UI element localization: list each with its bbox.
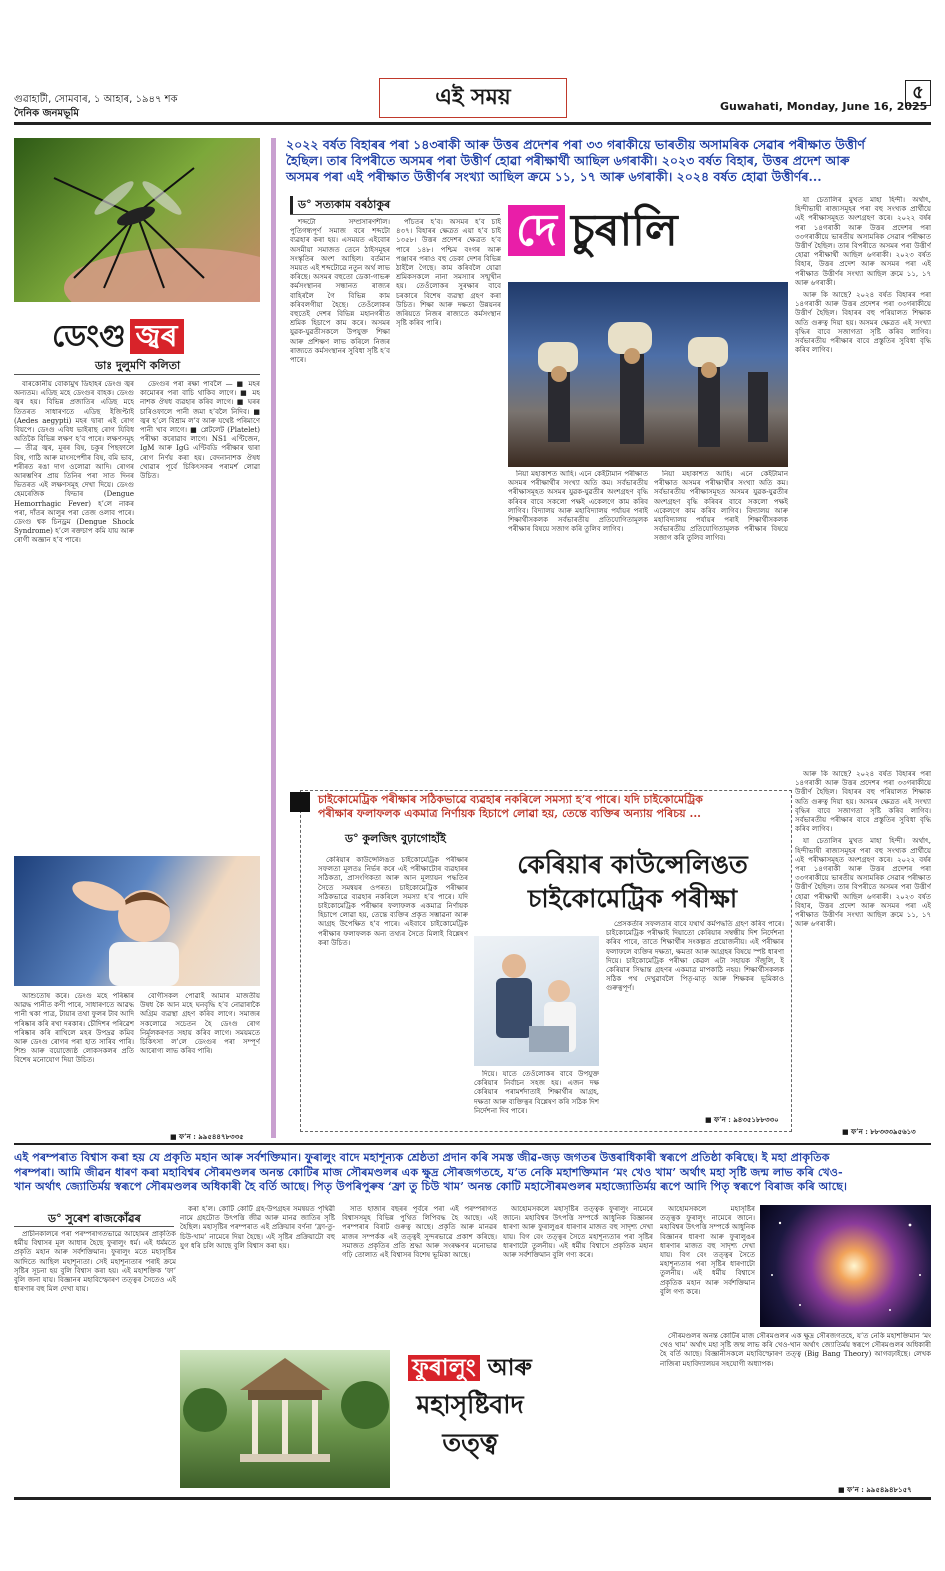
career-text-col1: কেৰিয়াৰ কাউন্সেলিঙত চাইকোমেট্ৰিক পৰীক্ষাৰ সফলতা মূলতঃ নিৰ্ভৰ কৰে এই পৰীক্ষাটোৰ ব্যৱহাৰৰ সঠিকতা, প্ৰাসংগিকতা আৰু আন মূল্যায়ন পদ্ধতিৰ সৈতে সমন্বয়ৰ ওপৰত। চাইকোমেট্ৰিক পৰীক্ষাৰ সঠিকভাৱে ব্যৱহাৰ নকৰিলে সমস্যা হ’ব পাৰে। যদি চাইকোমেট্ৰিক পৰীক্ষাৰ ফলাফলক একমাত্ৰ নিৰ্ণায়ক হিচাপে লোৱা হয়, তেন্তে ব্যক্তিৰ প্ৰকৃত সম্ভাৱনা আৰু আগ্ৰহ উপেক্ষিত হ’ব পাৰে। এইবাবে চাইকোমেট্ৰিক পৰীক্ষাৰ ফলাফলক অন্য তথ্যৰ সৈতে মিলাই বিশ্লেষণ কৰা উচিত। — [318, 856, 468, 947]
bigbang-banner: এই পৰম্পৰাত বিশ্বাস কৰা হয় যে প্ৰকৃতি মহান আৰু সৰ্বশক্তিমান। ফুৰালুং বাদে মহাশূন্যক শ্ৰেষ্ঠতা প্ৰদান কৰি সমস্ত জীৱ-জড় জগতৰ উত্তৰাধিকাৰী স্বৰূপে প্ৰতিষ্ঠা কৰিছে। ই মহা প্ৰাকৃতিক পৰম্পৰা। আমি জীৱন ধাৰণ কৰা মহাবিশ্বৰ সৌৰমণ্ডলৰ অনন্ত কোটিৰ মাজ সৌৰমণ্ডলৰ এক ক্ষুদ্ৰ সৌৰজগতহে, য’ত নেকি মহাশক্তিমান ‘মং খেও খাম’ অৰ্থাৎ মহা সৃষ্টি জন্ম লাভ কৰি খেও- খান অৰ্থাৎ জ্যোতিৰ্ময় স্বৰূপে সৌৰমণ্ডলৰ অধিকাৰী হৈ বৰ্তি আছে। পিতৃ উপৰিপুৰুষ ‘ফ্ৰা তু চিউ খাম’ অনন্ত কোটি মহাসৌৰমণ্ডলৰ মহাজ্যোতিৰ্ময় ৰূপে আদি পিতৃ স্বৰূপে বিৰাজ কৰি আছে। — [14, 1150, 847, 1193]
bigbang-author-rule — [14, 1226, 174, 1227]
dengue-author-rule — [14, 374, 260, 375]
masthead-title: এই সময় — [379, 78, 567, 118]
thief-text-col3: নিয়া মহাকাশত আহি। এনে কেইটামান পৰীক্ষাত অসমৰ পৰীক্ষাৰ্থীৰ সংখ্যা অতি কম। সৰ্বভাৰতীয় পৰীক্ষাসমূহত অসমৰ যুৱক-যুৱতীৰ অংশগ্ৰহণ বৃদ্ধি কৰিবৰ বাবে সকলো পক্ষই একেলগে কাম কৰিব লাগিব। বিদ্যালয় আৰু মহাবিদ্যালয় পৰ্যায়ৰ পৰাই শিক্ষাৰ্থীসকলক সৰ্বভাৰতীয় প্ৰতিযোগিতামূলক পৰীক্ষাৰ বিষয়ে সজাগ কৰি তুলিব লাগিব। — [508, 470, 648, 534]
dengue-text-col2: ডেংগুৰ পৰা ৰক্ষা পাবলৈ — ■ মহৰ কামোৰৰ পৰা বাচি থাকিব লাগে। ■ মহ নাশক ঔষধ ব্যৱহাৰ কৰিব লাগে। ■ ঘৰৰ চাৰিওফালে পানী জমা হ’বলৈ নিদিব। ■ জ্বৰ হ’লে বিশ্ৰাম ল’ব আৰু যথেষ্ট পৰিমাণে পানী খাব লাগে। ■ প্লেটলেট (Platelet) পৰীক্ষা কৰোৱাব লাগে। NS1 এণ্টিজেন, IgM আৰু IgG এণ্টিবডি পৰীক্ষাৰ দ্বাৰা ৰোগ নিৰ্ণয় কৰা হয়। বেদনানাশক ঔষধ খোৱাৰ পূৰ্বে চিকিৎসকৰ পৰামৰ্শ লোৱা উচিত। — [140, 380, 260, 481]
column-divider — [271, 138, 276, 1138]
career-author: ড° কুলজিৎ বুঢ়াগোহাঁই — [345, 832, 446, 845]
bigbang-title: ফুৰালুং আৰু মহাসৃষ্টিবাদ তত্ত্ব — [395, 1352, 545, 1460]
dengue-text-col3: আশুতোষ কৰে। ডেংগু মহে পৰিষ্কাৰ আৱদ্ধ পানীত কণী পাৰে, সাধাৰণতে আৱদ্ধ পানী থকা পাত্ৰ, টায়াৰ তথা ফুলৰ টাব আদি পৰিষ্কাৰ কৰি ৰখা দৰকাৰ। চৌদিশৰ পৰিৱেশ পৰিষ্কাৰ কৰি ৰাখিলে মহৰ উপদ্ৰৱ কমিব আৰু ডেংগু ৰোগৰ পৰা হাত সাৰিব পাৰি। শিশু আৰু বয়োজ্যেষ্ঠ লোকসকলৰ প্ৰতি বিশেষ মনোযোগ দিয়া উচিত। — [14, 992, 134, 1065]
dengue-phone: ■ ফ’ন : ৯৯৫৪৪৭৮৩৩৫ — [170, 1132, 244, 1141]
paper-name: দৈনিক জনমভূমি — [14, 108, 79, 119]
bigbang-text-col3: সাত হাজাৰ বছৰৰ পূৰ্বৰে পৰা এই পৰম্পৰাগত বিশ্বাসসমূহ বিভিন্ন পুথিত লিপিবদ্ধ হৈ আছে। এই পৰম্পৰাৰ বিৰাট গুৰুত্ব আছে। প্ৰকৃতি আৰু মানৱৰ মাজৰ সম্পৰ্কক এই তত্ত্বই সুন্দৰভাৱে প্ৰকাশ কৰিছে। সমাজত প্ৰকৃতিৰ প্ৰতি শ্ৰদ্ধা আৰু সংৰক্ষণৰ মনোভাৱ গঢ়ি তোলাত এই বিশ্বাসৰ বিশেষ ভূমিকা আছে। — [342, 1205, 497, 1260]
thief-author-rule — [290, 214, 500, 215]
dengue-text-col1: বাৰকোনীয় বোকামুখ ডিহাহৰ ডেংগু জ্বৰ অন্যতম। এডিছ মহে ডেংগুৰ বাহক। ডেংগু জ্বৰ হয়। বিভিন্ন প্ৰজাতিৰ এডিছ মহে তিতৰত সাধাৰণতে এডিছ ইজিপ্টাই (Aedes aegypti) মহৰ দ্বাৰা এই ৰোগ বিয়পে। ডেংগু এবিধ ভাইৰাছ ৰোগ যিবিধ অতিকৈ বিভিন্ন লক্ষণ হ’ব পাৰে। লক্ষণসমূহ — তীব্ৰ জ্বৰ, মূৰৰ বিষ, চকুৰ পিছফালে বিষ, গাঠি আৰু মাংসপেশীৰ বিষ, বমি ভাব, শৰীৰত ৰঙা দাগ ওলোৱা আদি। ৰোগৰ আৰম্ভণিৰ প্ৰায় তিনিৰ পৰা সাত দিনৰ ভিতৰত এই লক্ষণসমূহ দেখা দিয়ে। ডেংগু হেমৰেজিক ফিভাৰ (Dengue Hemorrhagic Fever) হ’লে নাকৰ পৰা, দাঁতৰ আলুৰ পৰা তেজ ওলাব পাৰে। ডেংগু শ্বক চিনড্ৰম (Dengue Shock Syndrome) হ’লে ৰক্তচাপ কমি যায় আৰু ৰোগী অজ্ঞান হ’ব পাৰে। — [14, 380, 134, 545]
bottom-section-rule — [14, 1143, 931, 1145]
bigbang-text-col5: সৌৰমণ্ডলৰ অনন্ত কোটিৰ মাজ সৌৰমণ্ডলৰ এক ক্ষুদ্ৰ সৌৰজগতহে, য’ত নেকি মহাশক্তিমান ‘মং খেও খাম’ অৰ্থাৎ মহা সৃষ্টি জন্ম লাভ কৰি খেও-খান অৰ্থাৎ জ্যোতিৰ্ময় স্বৰূপে সৌৰমণ্ডলৰ অধিকাৰী হৈ বৰ্তি আছে। বিজ্ঞানীসকলে মহাবিস্ফোৰণ তত্ত্ব (Big Bang Theory) আগবঢ়াইছে। লেখক নাজিৰা মহাবিদ্যালয়ৰ সহযোগী অধ্যাপক। — [660, 1332, 931, 1368]
dengue-text-col4: বোগীসকল পোৱাই আমাৰ মাজতীয় উষধ কৈ আন মহে ঘনবৃদ্ধি হ’ব নোৱাৰাকৈ অগ্ৰিম ব্যৱস্থা গ্ৰহণ কৰিব লাগে। সমাজৰ সকলোৱে সচেতন হৈ ডেংগু ৰোগ নিৰ্মূলকৰণত সহায় কৰিব লাগে। সময়মতে চিকিৎসা ল’লে ডেংগুৰ পৰা সম্পূৰ্ণ আৰোগ্য লাভ কৰিব পাৰি। — [140, 992, 260, 1056]
header-date-left: গুৱাহাটী, সোমবাৰ, ১ আহাৰ, ১৯৪৭ শক — [14, 94, 178, 105]
galaxy-photo — [760, 1205, 931, 1327]
thief-text-col4: যা চেতালিৰ মুখত মাহা হিন্দী। অৰ্থাৎ, হিন্দীভাষী ৰাজ্যসমূহৰ পৰা বহু সংখ্যক প্ৰাৰ্থীয়ে এই পৰীক্ষাসমূহত অংশগ্ৰহণ কৰে। ২০২২ বৰ্ষৰ পৰা ১৪গৰাকী আৰু উত্তৰ প্ৰদেশৰ পৰা ৩৩গৰাকীয়ে ভাৰতীয় অসামৰিক সেৱাৰ পৰীক্ষাত উত্তীৰ্ণ হৈছিল। তাৰ বিপৰীতে অসমৰ পৰা উত্তীৰ্ণ হোৱা পৰীক্ষাৰ্থী আছিল ৬গৰাকী। ২০২৩ বৰ্ষত বিহাৰ, উত্তৰ প্ৰদেশ আৰু অসমৰ পৰা এই পৰীক্ষাত উত্তীৰ্ণৰ সংখ্যা আছিল ক্ৰমে ১১, ১৭ আৰু ৬গৰাকী। আৰু কি আছে? ২০২৪ বৰ্ষত বিহাৰৰ পৰা ১৪গৰাকী আৰু উত্তৰ প্ৰদেশৰ পৰা ৩৩গৰাকীয়ে উত্তীৰ্ণ হৈছিল। বিহাৰৰ বহু পৰিয়ালত শিক্ষাক অতি গুৰুত্ব দিয়া হয়। অসমৰ ক্ষেত্ৰত এই সংখ্যা বৃদ্ধিৰ বাবে সজাগতা সৃষ্টি কৰিব লাগিব। সৰ্বভাৰতীয় পৰীক্ষাৰ বাবে প্ৰস্তুতিৰ সুবিধা বৃদ্ধি কৰিব লাগিব। — [795, 196, 931, 355]
bigbang-text-col5b: আহোমসকলে মহাসৃষ্টিৰ তত্ত্বক ফুৰালুং নামেৰে জানে। মহাবিশ্বৰ উৎপত্তি সম্পৰ্কে আধুনিক বিজ্ঞানৰ ধাৰণা আৰু ফুৰালুঙৰ ধাৰণাৰ মাজত বহু সাদৃশ্য দেখা যায়। বিগ বেং তত্ত্বৰ সৈতে মহাশূন্যতাৰ পৰা সৃষ্টিৰ ধাৰণাটো তুলনীয়। এই ধৰ্মীয় বিশ্বাসে প্ৰকৃতিক মহান আৰু সৰ্বশক্তিমান বুলি গণ্য কৰে। — [660, 1205, 755, 1296]
page-number: ৫ — [905, 80, 931, 106]
thief-text-col3b: নিয়া মহাকাশত আহি। এনে কেইটামান পৰীক্ষাত অসমৰ পৰীক্ষাৰ্থীৰ সংখ্যা অতি কম। সৰ্বভাৰতীয় পৰীক্ষাসমূহত অসমৰ যুৱক-যুৱতীৰ অংশগ্ৰহণ বৃদ্ধি কৰিবৰ বাবে সকলো পক্ষই একেলগে কাম কৰিব লাগিব। বিদ্যালয় আৰু মহাবিদ্যালয় পৰ্যায়ৰ পৰাই শিক্ষাৰ্থীসকলক সৰ্বভাৰতীয় প্ৰতিযোগিতামূলক পৰীক্ষাৰ বিষয়ে সজাগ কৰি তুলিব লাগিব। — [654, 470, 788, 543]
bigbang-text-col4: আহোমসকলে মহাসৃষ্টিৰ তত্ত্বক ফুৰালুং নামেৰে জানে। মহাবিশ্বৰ উৎপত্তি সম্পৰ্কে আধুনিক বিজ্ঞানৰ ধাৰণা আৰু ফুৰালুঙৰ ধাৰণাৰ মাজত বহু সাদৃশ্য দেখা যায়। বিগ বেং তত্ত্বৰ সৈতে মহাশূন্যতাৰ পৰা সৃষ্টিৰ ধাৰণাটো তুলনীয়। এই ধৰ্মীয় বিশ্বাসে প্ৰকৃতিক মহান আৰু সৰ্বশক্তিমান বুলি গণ্য কৰে। — [503, 1205, 653, 1260]
career-title: কেৰিয়াৰ কাউন্সেলিঙত চাইকোমেট্ৰিক পৰীক্ষা — [517, 850, 748, 913]
career-square-marker — [290, 792, 310, 812]
dengue-author: ডাঃ দুলুমণি কলিতা — [95, 359, 181, 372]
bigbang-text-col2: কৰা হ’ল। কোটি কোটি গ্ৰহ-উপগ্ৰহৰ সমন্বয়ত পৃথিৱী নামে গ্ৰহটোত উৎপত্তি জীৱ আৰু মানৱ জাতিৰ সৃষ্টি হৈছিল। মহাসৃষ্টিৰ পৰম্পৰাত এই প্ৰক্ৰিয়াৰ বৰ্ণনা ‘ফ্ৰা-তু-চিউ-খাম’ নামেৰে দিয়া হৈছে। এই সৃষ্টিৰ প্ৰক্ৰিয়াটো বহু যুগ ধৰি চলি আছে বুলি বিশ্বাস কৰা হয়। — [180, 1205, 335, 1250]
porters-photo — [508, 282, 788, 467]
thief-text-col1: শব্দটো সম্প্ৰসাৰণশীল। পুতিগন্ধপূৰ্ণ সমাজ বৰে শব্দটো ব্যৱহাৰ কৰা হয়। এসময়ত এইবোৰ অসমীয়া সমাজত তেনে ঠাইসমূহৰ সংস্কৃতিৰ অংশ আছিল। বৰ্তমান সময়ত এই শব্দটোৱে নতুন অৰ্থ লাভ কৰিছে। অসমৰ বহুতো ডেকা-গাভৰু কৰ্মসংস্থানৰ সন্ধানত ৰাজ্যৰ বাহিৰলৈ গৈ বিভিন্ন কাম কৰিবলগীয়া হৈছে। তেওঁলোকৰ বহুতেই দেশৰ বিভিন্ন মহানগৰীত শ্ৰমিক হিচাপে কাম কৰে। অসমৰ যুৱক-যুৱতীসকলে উপযুক্ত শিক্ষা আৰু প্ৰশিক্ষণ লাভ কৰিলে নিজৰ ৰাজ্যতে কৰ্মসংস্থানৰ সুবিধা সৃষ্টি হ’ব পাৰে। — [290, 218, 390, 365]
career-text-col2: দিয়ে। যাতে তেওঁলোকৰ বাবে উপযুক্ত কেৰিয়াৰ নিৰ্বাচন সহজ হয়। এজন দক্ষ কেৰিয়াৰ পৰামৰ্শদাতাই শিক্ষাৰ্থীৰ আগ্ৰহ, দক্ষতা আৰু ব্যক্তিত্বৰ বিশ্লেষণ কৰি সঠিক দিশ নিৰ্দেশনা দিব পাৰে। — [474, 1070, 599, 1115]
pavilion-photo — [180, 1350, 390, 1488]
career-text-col3: প্ৰেসকৰ্তাৰ সফলতাৰ বাবে যথাৰ্থ কৰ্মপদ্ধতি গ্ৰহণ কৰিব পাৰে। চাইকোমেট্ৰিক পৰীক্ষাই দিয়াতো কেৰিয়াৰ সম্বন্ধীয় দিশ নিৰ্দেশনা কৰিব পাৰে, তাতে শিক্ষাৰ্থীৰ সংকল্পত প্ৰয়োজনীয়। এই পৰীক্ষাৰ ফলাফলে ব্যক্তিৰ দক্ষতা, ক্ষমতা আৰু আগ্ৰহৰ বিষয়ে স্পষ্ট ধাৰণা দিয়ে। চাইকোমেট্ৰিক পৰীক্ষা কেৱল এটা সহায়ক সঁজুলি, ই কেৰিয়াৰ সিদ্ধান্ত গ্ৰহণৰ একমাত্ৰ মাপকাঠি নহয়। শিক্ষাৰ্থীসকলক সঠিক পথ দেখুৱাবলৈ পিতৃ-মাতৃ আৰু শিক্ষকৰ ভূমিকাও গুৰুত্বপূৰ্ণ। — [606, 920, 784, 993]
dengue-title: ডেংগু জ্বৰ — [52, 312, 184, 363]
thief-title: দে চুৰালি — [508, 196, 678, 266]
thief-phone: ■ ফ’ন : ৮৮৩৩৩৯৫৬১৩ — [842, 1127, 916, 1136]
bigbang-text-col1: প্ৰাচীনকালৰে পৰা পৰম্পৰাগতভাৱে আহোমৰ প্ৰাকৃতিক ধৰ্মীয় বিশ্বাসৰ মূল আধাৰ হৈছে ফুৰালুং ধৰ্ম। এই ধৰ্মমতে প্ৰকৃতি মহান আৰু সৰ্বশক্তিমান। ফুৰালুং মতে মহাসৃষ্টিৰ আদিতে আছিল মহাশূন্যতা। সেই মহাশূন্যতাৰ পৰাই ক্ৰমে সৃষ্টিৰ সূচনা হয় বুলি বিশ্বাস কৰা হয়। এই মহাশক্তিক ‘ফা’ বুলি জনা যায়। বিজ্ঞানৰ মহাবিস্ফোৰণ তত্ত্বৰ সৈতেও এই ধাৰণাৰ বহু মিল দেখা যায়। — [14, 1230, 176, 1294]
page-bottom-rule — [14, 1497, 931, 1500]
counselling-photo — [474, 936, 599, 1066]
career-phone: ■ ফ’ন : ৯৪৩৫১৮৮৩৩০ — [705, 1115, 779, 1124]
bigbang-phone: ■ ফ’ন : ৯৯৫৪৯৪৮১৫৭ — [838, 1485, 912, 1494]
career-banner: চাইকোমেট্ৰিক পৰীক্ষাৰ সঠিকভাৱে ব্যৱহাৰ নকৰিলে সমস্যা হ’ব পাৰে। যদি চাইকোমেট্ৰিক পৰীক্ষাৰ ফলাফলক একমাত্ৰ নিৰ্ণায়ক হিচাপে লোৱা হয়, তেন্তে ব্যক্তিৰ অন্যায় পৰিচয় ... — [318, 793, 703, 820]
thief-banner: ২০২২ বৰ্ষত বিহাৰৰ পৰা ১৪৩ৰাকী আৰু উত্তৰ প্ৰদেশৰ পৰা ৩৩ গৰাকীয়ে ভাৰতীয় অসামৰিক সেৱাৰ পৰীক্ষাত উত্তীৰ্ণ হৈছিল। তাৰ বিপৰীতে অসমৰ পৰা উত্তীৰ্ণ হোৱা পৰীক্ষাৰ্থী আছিল ৬গৰাকী। ২০২৩ বৰ্ষত বিহাৰ, উত্তৰ প্ৰদেশ আৰু অসমৰ পৰা এই পৰীক্ষাত উত্তীৰ্ণৰ সংখ্যা আছিল ক্ৰমে ১১, ১৭ আৰু ৬গৰাকী। ২০২৪ বৰ্ষত হোৱা উত্তীৰ্ণৰ... — [286, 137, 865, 184]
thief-text-col4c: আৰু কি আছে? ২০২৪ বৰ্ষত বিহাৰৰ পৰা ১৪গৰাকী আৰু উত্তৰ প্ৰদেশৰ পৰা ৩৩গৰাকীয়ে উত্তীৰ্ণ হৈছিল। বিহাৰৰ বহু পৰিয়ালত শিক্ষাক অতি গুৰুত্ব দিয়া হয়। অসমৰ ক্ষেত্ৰত এই সংখ্যা বৃদ্ধিৰ বাবে সজাগতা সৃষ্টি কৰিব লাগিব। সৰ্বভাৰতীয় পৰীক্ষাৰ বাবে প্ৰস্তুতিৰ সুবিধা বৃদ্ধি কৰিব লাগিব। যা চেতালিৰ মুখত মাহা হিন্দী। অৰ্থাৎ, হিন্দীভাষী ৰাজ্যসমূহৰ পৰা বহু সংখ্যক প্ৰাৰ্থীয়ে এই পৰীক্ষাসমূহত অংশগ্ৰহণ কৰে। ২০২২ বৰ্ষৰ পৰা ১৪গৰাকী আৰু উত্তৰ প্ৰদেশৰ পৰা ৩৩গৰাকীয়ে ভাৰতীয় অসামৰিক সেৱাৰ পৰীক্ষাত উত্তীৰ্ণ হৈছিল। তাৰ বিপৰীতে অসমৰ পৰা উত্তীৰ্ণ হোৱা পৰীক্ষাৰ্থী আছিল ৬গৰাকী। ২০২৩ বৰ্ষত বিহাৰ, উত্তৰ প্ৰদেশ আৰু অসমৰ পৰা এই পৰীক্ষাত উত্তীৰ্ণৰ সংখ্যা আছিল ক্ৰমে ১১, ১৭ আৰু ৬গৰাকী। — [795, 770, 931, 929]
thief-text-col2: পাঁচতৰ হ’ব। অসমৰ হ’ব চাই ৪৩৭। বিহাৰৰ ক্ষেত্ৰত এয়া হ’ব চাই ১৩৫৮। উত্তৰ প্ৰদেশৰ ক্ষেত্ৰত হ’ব পাৰে ১৪৮। পশ্চিম বংগৰ আৰু পঞ্জাবৰ পৰাও বহু ডেকা দেশৰ বিভিন্ন ঠাইলৈ গৈছে। কাম কৰিবলৈ যোৱা শ্ৰমিকসকলে নানা সমস্যাৰ সন্মুখীন হয়। তেওঁলোকৰ সুৰক্ষাৰ বাবে চৰকাৰে বিশেষ ব্যৱস্থা গ্ৰহণ কৰা উচিত। শিক্ষা আৰু দক্ষতা উন্নয়নৰ জৰিয়তে নিজৰ ৰাজ্যতে কৰ্মসংস্থান সৃষ্টি কৰিব পাৰি। — [396, 218, 501, 328]
header-date-right: Guwahati, Monday, June 16, 2025 — [720, 100, 928, 113]
sick-child-photo — [14, 856, 260, 986]
thief-author: ড° সত্যকাম বৰঠাকুৰ — [290, 196, 390, 215]
bigbang-author: ড° সুৰেশ ৰাজকোঁৱৰ — [48, 1212, 141, 1225]
mosquito-photo — [14, 138, 260, 302]
header-rule — [14, 122, 931, 125]
